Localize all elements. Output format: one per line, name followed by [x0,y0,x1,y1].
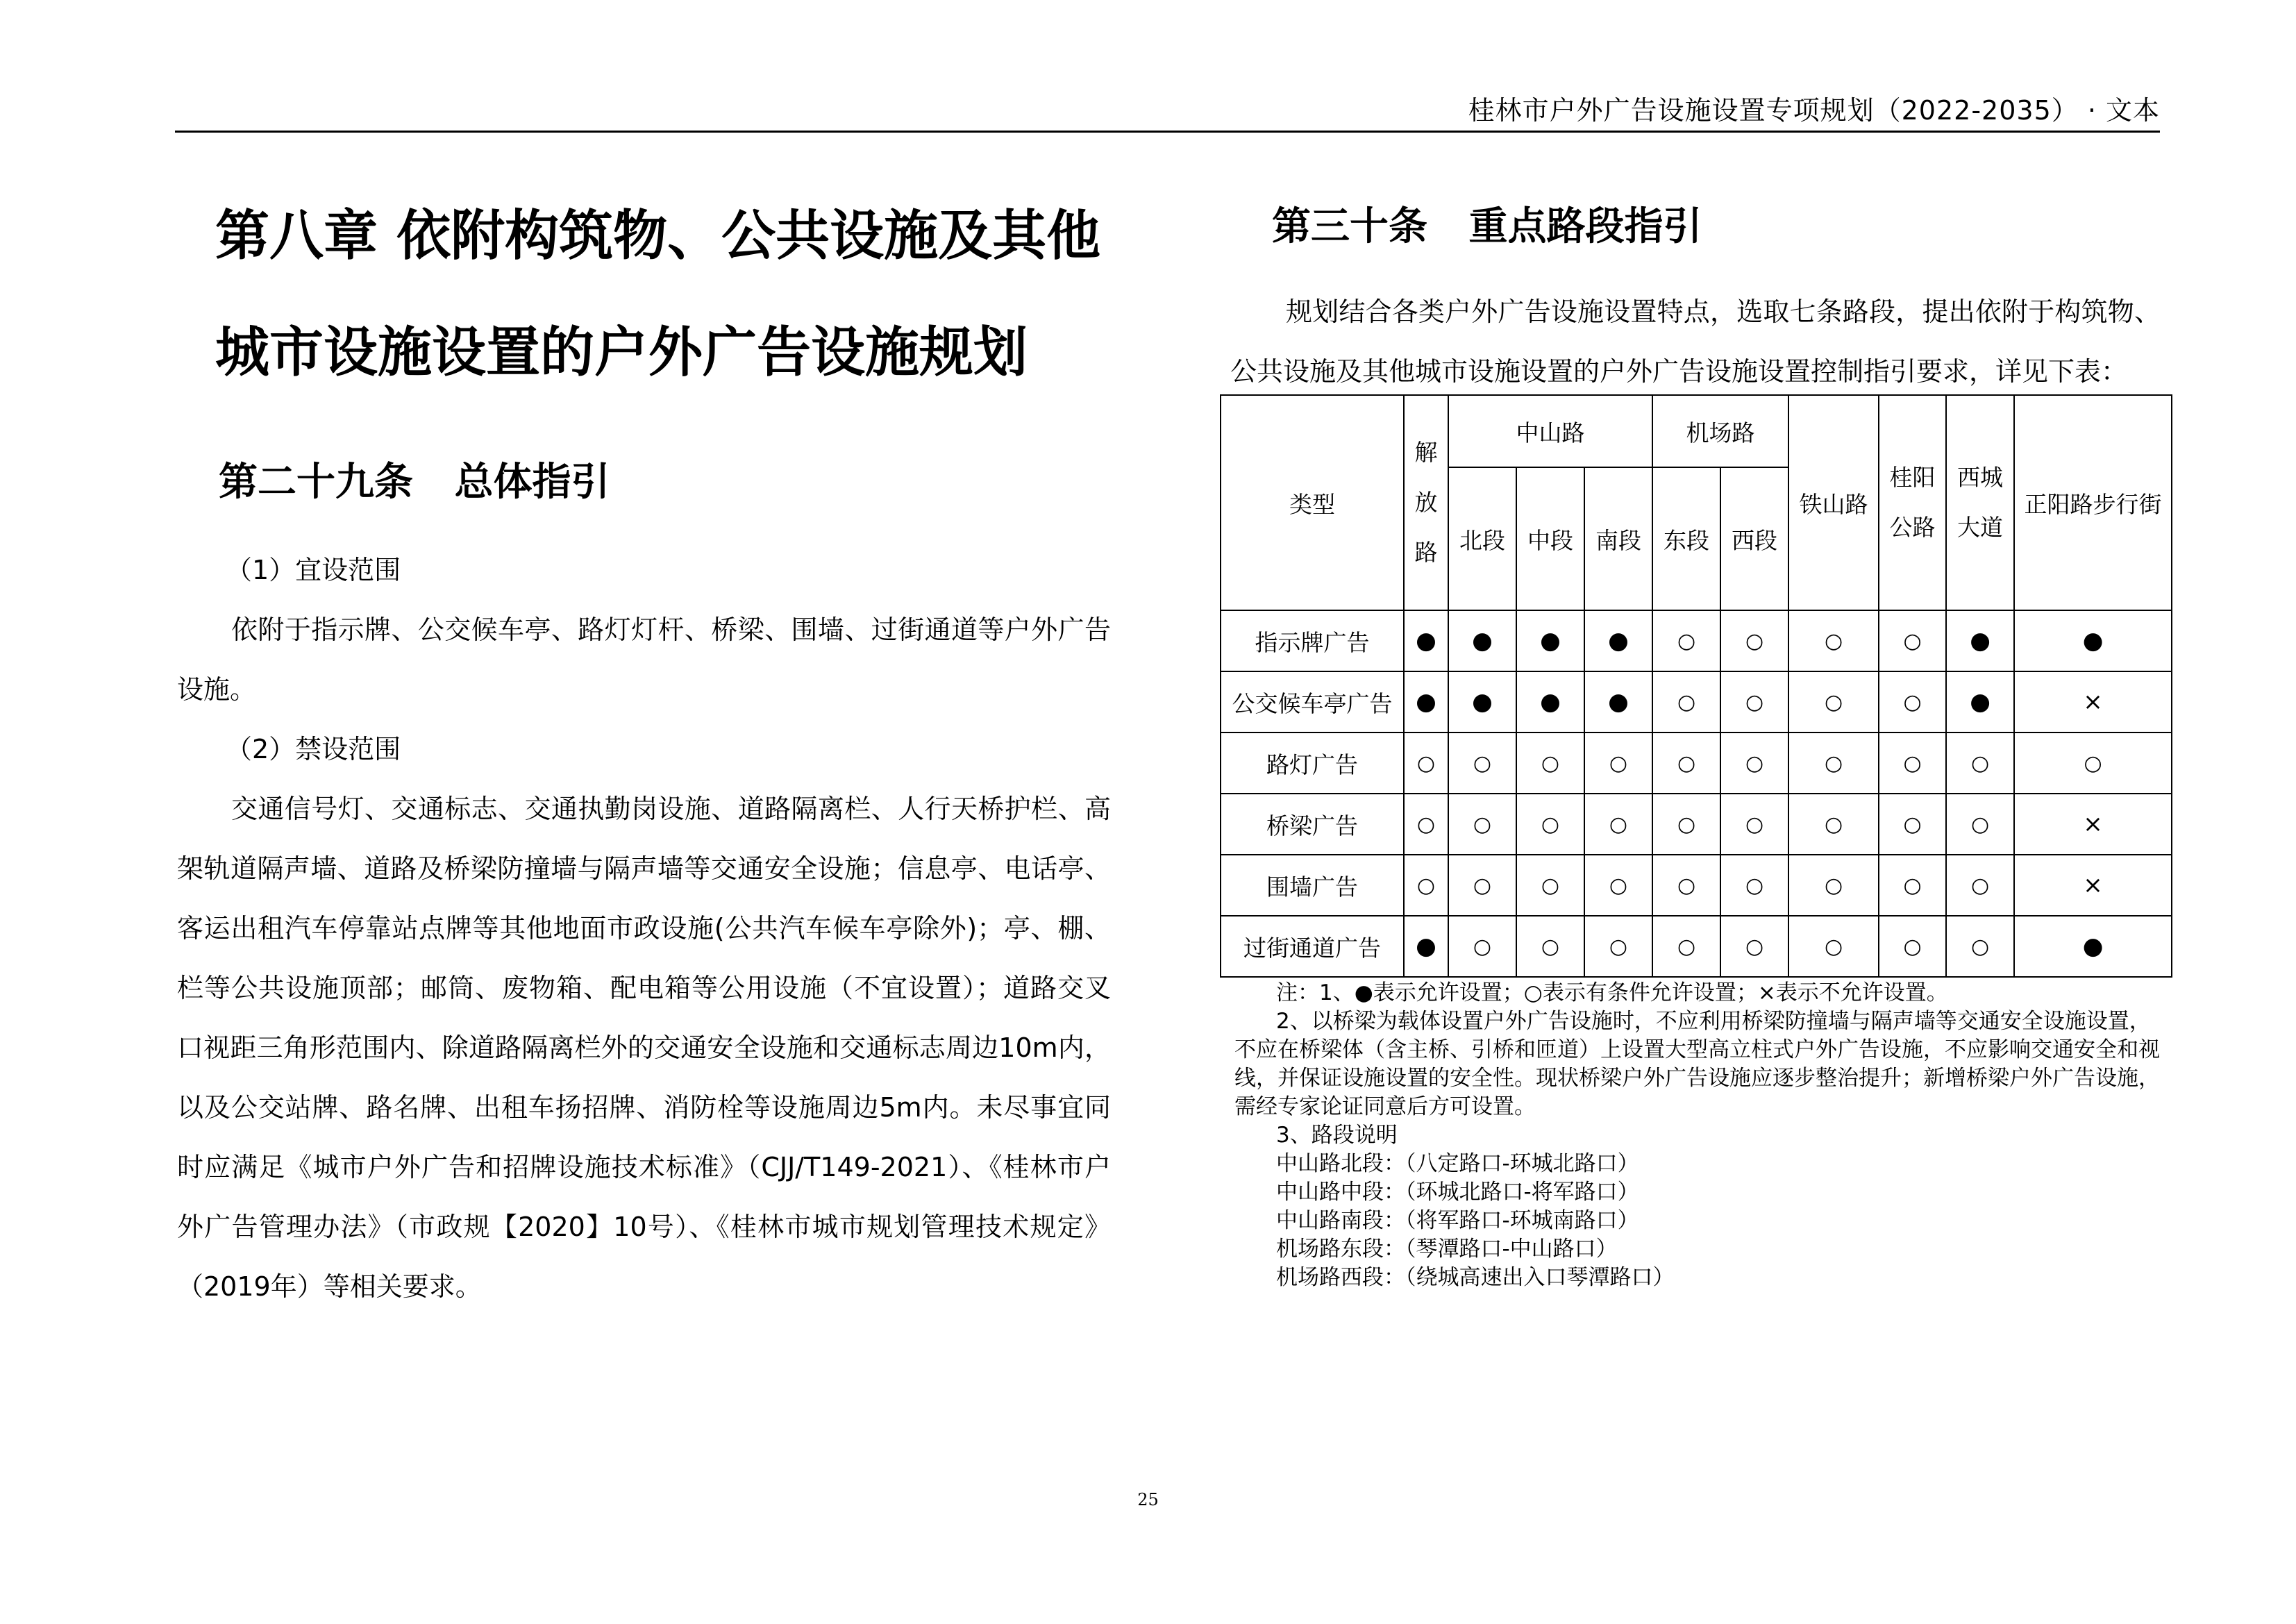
note-2 [1234,1007,2165,1121]
table-cell: ● [2014,610,2172,671]
table-cell: ○ [1516,855,1584,916]
table-cell: ○ [1448,855,1516,916]
table-cell: ○ [1879,610,1946,671]
note-1: 注：1、●表示允许设置；○表示有条件允许设置；×表示不允许设置。 [1276,980,1948,1005]
table-cell: ○ [1946,794,2014,855]
article-29-body [177,540,1111,1316]
header-title: 桂林市户外广告设施设置专项规划（2022-2035） · 文本 [1468,95,2160,126]
table-cell: ○ [1652,610,1720,671]
table-cell: ○ [1448,733,1516,794]
table-cell: ○ [1879,916,1946,977]
table-cell: ● [1404,916,1448,977]
col-header-tieshan: 铁山路 [1788,395,1879,610]
table-cell: ○ [1652,733,1720,794]
header-divider [175,131,2160,133]
table-cell: ○ [1946,733,2014,794]
table-cell: × [2014,671,2172,733]
subheader-jichang-east: 东段 [1652,467,1720,610]
route-jichang-east: 机场路东段：（琴潭路口-中山路口） [1276,1237,1618,1262]
table-cell: ○ [1946,855,2014,916]
table-cell: ○ [1720,610,1788,671]
table-row [1221,671,2172,733]
route-zhongshan-middle: 中山路中段：（环城北路口-将军路口） [1276,1180,1639,1205]
table-cell: ○ [1584,855,1652,916]
chapter-title [215,178,1173,411]
route-zhongshan-north: 中山路北段：（八定路口-环城北路口） [1276,1151,1639,1176]
table-cell: ○ [1584,794,1652,855]
col-header-xicheng-l2: 大道 [1957,514,2004,541]
route-zhongshan-south: 中山路南段：（将军路口-环城南路口） [1276,1208,1639,1233]
row-type-label: 过街通道广告 [1221,916,1404,977]
col-header-guiyang [1879,395,1946,610]
table-cell: ● [1516,671,1584,733]
table-cell: ○ [1652,794,1720,855]
table-cell: ○ [1720,916,1788,977]
subheader-zhongshan-north: 北段 [1448,467,1516,610]
table-cell: ○ [1404,733,1448,794]
table-cell: ○ [1720,671,1788,733]
subheading-permitted: （1）宜设范围 [226,555,401,585]
table-cell: ● [1448,610,1516,671]
table-cell: ○ [1788,794,1879,855]
col-header-guiyang-l2: 公路 [1889,514,1936,541]
table-cell: ○ [1788,671,1879,733]
table-cell: ○ [1879,794,1946,855]
table-cell: ○ [1652,855,1720,916]
table-cell: ○ [1448,916,1516,977]
col-header-jiefang-c1: 解 [1414,439,1438,466]
guidance-table [1220,394,2172,978]
table-row [1221,916,2172,977]
table-cell: ○ [1879,733,1946,794]
chapter-title-line1: 第八章 依附构筑物、公共设施及其他 [215,205,1101,267]
table-cell: ● [1584,610,1652,671]
col-header-jiefang [1404,395,1448,610]
table-cell: ○ [1788,855,1879,916]
table-cell: ○ [1879,855,1946,916]
paragraph-permitted: 依附于指示牌、公交候车亭、路灯灯杆、桥梁、围墙、过街通道等户外广告设施。 [177,614,1111,705]
col-header-xicheng [1946,395,2014,610]
route-jichang-west: 机场路西段：（绕城高速出入口琴潭路口） [1276,1265,1675,1290]
subheader-zhongshan-middle: 中段 [1516,467,1584,610]
row-type-label: 桥梁广告 [1221,794,1404,855]
col-header-zhongshan: 中山路 [1448,395,1652,467]
table-cell: ○ [1788,916,1879,977]
table-cell: ○ [1879,671,1946,733]
table-cell: ○ [1448,794,1516,855]
col-header-jiefang-c2: 放 [1414,489,1438,516]
subheading-prohibited: （2）禁设范围 [226,734,401,764]
table-cell: ○ [2014,733,2172,794]
row-type-label: 路灯广告 [1221,733,1404,794]
table-row [1221,610,2172,671]
table-row [1221,794,2172,855]
table-cell: ○ [1720,855,1788,916]
col-header-xicheng-l1: 西城 [1957,464,2004,491]
intro-paragraph: 规划结合各类户外广告设施设置特点，选取七条路段，提出依附于构筑物、公共设施及其他城市设施设置的户外广告设施设置控制指引要求，详见下表： [1230,296,2161,387]
table-cell: ○ [1788,610,1879,671]
table-cell: ○ [1720,733,1788,794]
paragraph-prohibited: 交通信号灯、交通标志、交通执勤岗设施、道路隔离栏、人行天桥护栏、高架轨道隔声墙、道路及桥梁防撞墙与隔声墙等交通安全设施；信息亭、电话亭、客运出租汽车停靠站点牌等其他地面市政设施(公共汽车候车亭除外)；亭、棚、栏等公共设施顶部；邮筒、废物箱、配电箱等公用设施（不宜设置）；道路交叉口视距三角形范围内、除道路隔离栏外的交通安全设施和交通标志周边10m内，以及公交站牌、路名牌、出租车扬招牌、消防栓等设施周边5m内。未尽事宜同时应满足《城市户外广告和招牌设施技术标准》（CJJ/T149-2021）、《桂林市户外广告管理办法》（市政规【2020】10号）、《桂林市城市规划管理技术规定》（2019年）等相关要求。 [177,794,1111,1302]
table-row [1221,733,2172,794]
table-cell: ○ [1516,916,1584,977]
table-cell: ● [1946,610,2014,671]
chapter-title-line2: 城市设施设置的户外广告设施规划 [215,321,1028,384]
table-cell: ● [1516,610,1584,671]
table-cell: ● [1946,671,2014,733]
table-cell: ○ [1404,855,1448,916]
col-header-jiefang-c3: 路 [1414,539,1438,566]
table-cell: ● [1404,671,1448,733]
table-cell: × [2014,855,2172,916]
table-cell: ○ [1652,916,1720,977]
table-cell: ● [2014,916,2172,977]
table-cell: ● [1448,671,1516,733]
table-cell: ○ [1516,794,1584,855]
table-cell: ○ [1584,733,1652,794]
col-header-jichang: 机场路 [1652,395,1788,467]
row-type-label: 指示牌广告 [1221,610,1404,671]
table-cell: ○ [1788,733,1879,794]
row-type-label: 围墙广告 [1221,855,1404,916]
note-2-text: 2、以桥梁为载体设置户外广告设施时，不应利用桥梁防撞墙与隔声墙等交通安全设施设置，不应在桥梁体（含主桥、引桥和匝道）上设置大型高立柱式户外广告设施，不应影响交通安全和视线，并保证设施设置的安全性。现状桥梁户外广告设施应逐步整治提升；新增桥梁户外广告设施，需经专家论证同意后方可设置。 [1234,1009,2160,1119]
table-cell: ○ [1946,916,2014,977]
table-body [1221,610,2172,977]
table-cell: ● [1584,671,1652,733]
table-cell: ○ [1584,916,1652,977]
note-3: 3、路段说明 [1276,1123,1398,1148]
subheader-jichang-west: 西段 [1720,467,1788,610]
article-30-title: 第三十条 重点路段指引 [1272,204,1702,249]
article-29-title: 第二十九条 总体指引 [219,460,610,505]
table-cell: ○ [1720,794,1788,855]
page-number: 25 [1137,1490,1159,1509]
table-cell: ○ [1652,671,1720,733]
table-cell: ○ [1404,794,1448,855]
table-notes [1234,979,2165,1292]
table-cell: ● [1404,610,1448,671]
table-cell: ○ [1516,733,1584,794]
col-header-zhengyang: 正阳路步行街 [2014,395,2172,610]
table-row [1221,855,2172,916]
row-type-label: 公交候车亭广告 [1221,671,1404,733]
col-header-guiyang-l1: 桂阳 [1889,464,1936,491]
subheader-zhongshan-south: 南段 [1584,467,1652,610]
article-30-intro [1230,282,2161,401]
col-header-type: 类型 [1221,395,1404,610]
table-cell: × [2014,794,2172,855]
